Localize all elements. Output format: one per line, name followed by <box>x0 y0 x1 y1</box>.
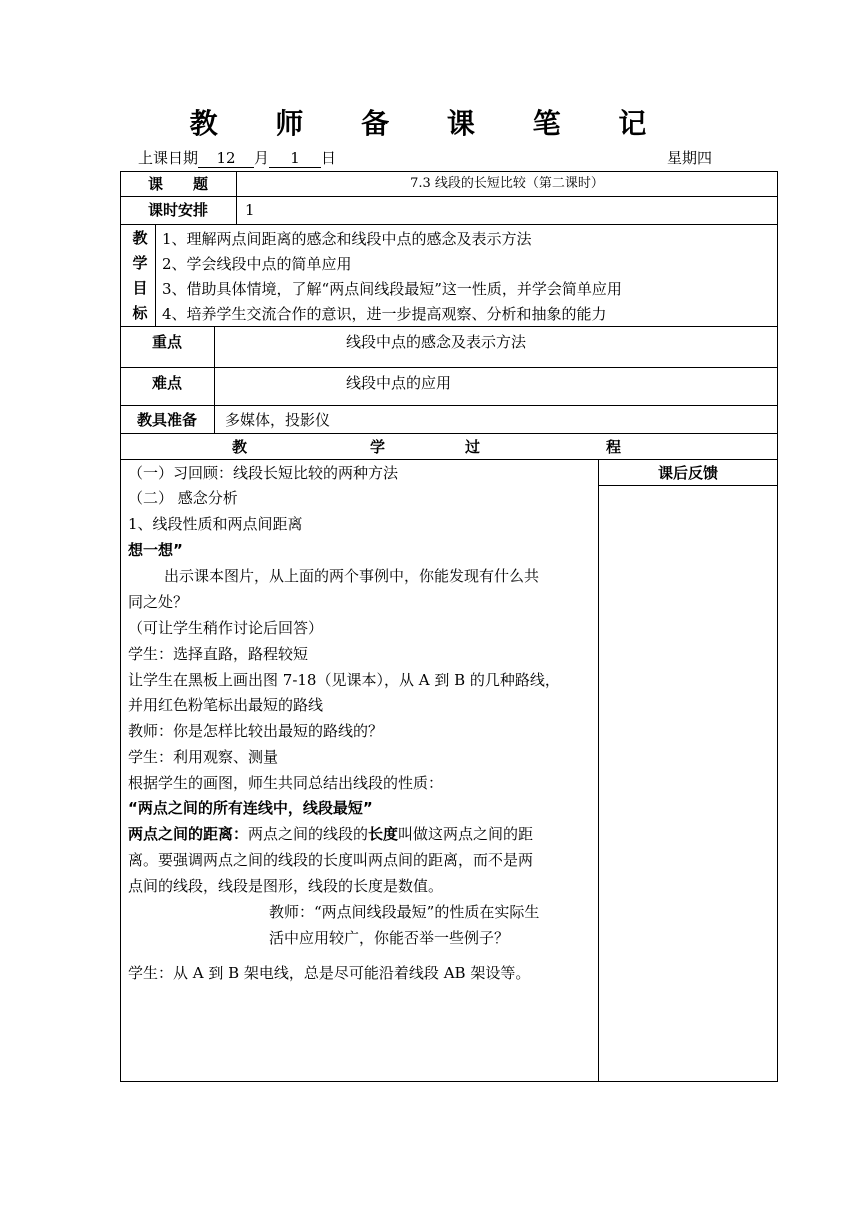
length-term: 长度 <box>368 825 399 843</box>
process-line: 根据学生的画图，师生共同总结出线段的性质： <box>128 774 444 792</box>
hours-value: 1 <box>245 201 255 219</box>
goals-label-char: 目 <box>132 279 148 297</box>
process-line: 离。要强调两点之间的线段的长度叫两点间的距离，而不是两 <box>128 851 534 869</box>
process-line: 两点之间的距离：两点之间的线段的长度叫做这两点之间的距 <box>128 825 534 843</box>
date-day: 1 <box>269 149 321 168</box>
hours-label: 课时安排 <box>147 201 208 219</box>
goal-item: 1、理解两点间距离的感念和线段中点的感念及表示方法 <box>162 230 532 248</box>
feedback-label: 课后反馈 <box>657 464 718 482</box>
tools-value: 多媒体，投影仪 <box>225 411 331 429</box>
key-label: 重点 <box>151 333 182 351</box>
date-prefix: 上课日期 <box>138 149 199 167</box>
process-line: 教师：“两点间线段最短”的性质在实际生 <box>269 903 540 921</box>
process-line: 学生：从 A 到 B 架电线，总是尽可能沿着线段 AB 架设等。 <box>128 964 531 982</box>
goals-label-char: 教 <box>132 229 148 247</box>
process-line: 点间的线段，线段是图形，线段的长度是数值。 <box>128 877 444 895</box>
process-line: 学生：利用观察、测量 <box>128 748 279 766</box>
difficulty-value: 线段中点的应用 <box>346 374 452 392</box>
goals-label-char: 标 <box>132 304 148 322</box>
process-heading-char: 过 <box>465 438 481 456</box>
class-date <box>138 147 336 168</box>
goals-label-char: 学 <box>132 254 148 272</box>
process-line: （一）习回顾：线段长短比较的两种方法 <box>128 464 399 482</box>
process-line: 出示课本图片，从上面的两个事例中，你能发现有什么共 <box>164 567 540 585</box>
process-line: 并用红色粉笔标出最短的路线 <box>128 696 324 714</box>
process-line: 1、线段性质和两点间距离 <box>128 515 303 533</box>
process-line: 同之处？ <box>128 593 189 611</box>
goal-item: 2、学会线段中点的简单应用 <box>162 255 352 273</box>
process-line: 活中应用较广，你能否举一些例子？ <box>269 929 510 947</box>
date-day-unit: 日 <box>321 149 337 167</box>
date-month-unit: 月 <box>254 149 270 167</box>
topic-label: 课 题 <box>147 175 208 193</box>
process-line: 教师：你是怎样比较出最短的路线的？ <box>128 722 384 740</box>
process-heading-char: 程 <box>606 438 622 456</box>
goal-item: 3、借助具体情境，了解“两点间线段最短”这一性质，并学会简单应用 <box>162 280 622 298</box>
process-line: （二） 感念分析 <box>128 489 238 507</box>
page-title: 教 师 备 课 笔 记 <box>189 107 671 140</box>
process-line: 学生：选择直路，路程较短 <box>128 645 309 663</box>
process-line: 想一想” <box>128 541 183 559</box>
goal-item: 4、培养学生交流合作的意识，进一步提高观察、分析和抽象的能力 <box>162 305 607 323</box>
process-line: （可让学生稍作讨论后回答） <box>128 619 324 637</box>
process-line: “两点之间的所有连线中，线段最短” <box>128 799 373 817</box>
process-heading-char: 教 <box>232 438 248 456</box>
tools-label: 教具准备 <box>136 411 197 429</box>
topic-value: 7.3 线段的长短比较（第二课时） <box>410 176 604 191</box>
process-line: 让学生在黑板上画出图 7-18（见课本），从 A 到 B 的几种路线， <box>128 671 560 689</box>
key-value: 线段中点的感念及表示方法 <box>346 333 527 351</box>
distance-term: 两点之间的距离： <box>128 825 249 843</box>
weekday: 星期四 <box>667 149 713 167</box>
difficulty-label: 难点 <box>151 374 182 392</box>
date-month: 12 <box>198 149 254 168</box>
process-heading-char: 学 <box>370 438 386 456</box>
